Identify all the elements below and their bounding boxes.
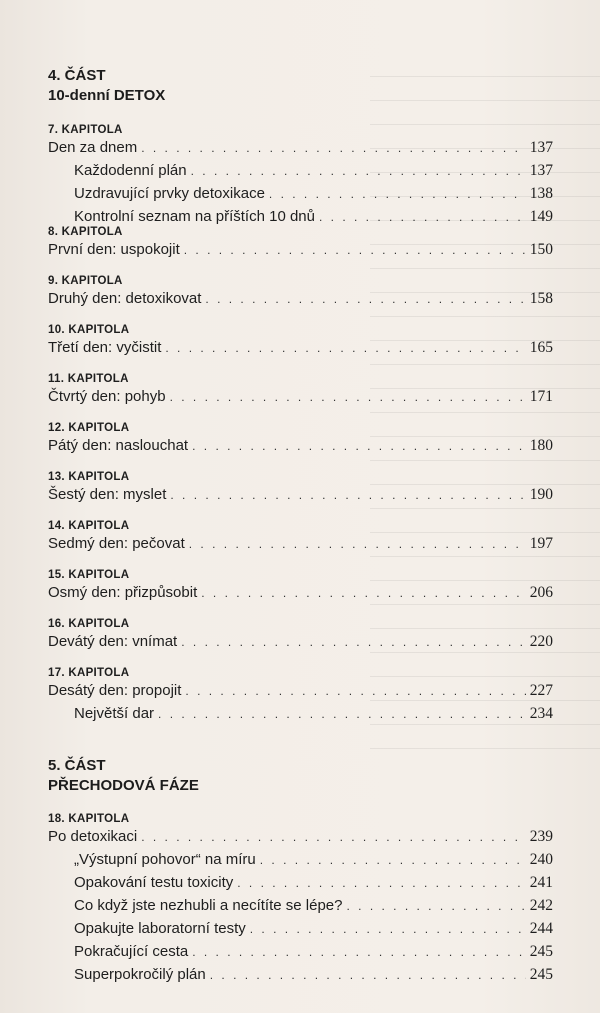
- entry-title: „Výstupní pohovor“ na míru: [74, 851, 256, 868]
- dot-leader: [158, 704, 526, 724]
- entry-title: Pátý den: naslouchat: [48, 437, 189, 454]
- chapter-label: 10. KAPITOLA: [48, 324, 130, 336]
- entry-title: Superpokročilý plán: [74, 966, 206, 983]
- entry-title: Šestý den: myslet: [48, 486, 167, 503]
- dot-leader: [141, 138, 526, 158]
- page-number: 165: [529, 339, 553, 356]
- section-entry: [74, 850, 553, 870]
- dot-leader: [185, 681, 525, 701]
- chapter-entry: [48, 534, 553, 554]
- entry-title: Devátý den: vnímat: [48, 633, 178, 650]
- page-number: 138: [529, 185, 553, 202]
- section-entry: [74, 919, 553, 939]
- dot-leader: [181, 632, 526, 652]
- entry-title: Desátý den: propojit: [48, 682, 182, 699]
- page-number: 150: [529, 241, 553, 258]
- section-entry: [74, 207, 553, 227]
- chapter-label: 15. KAPITOLA: [48, 569, 130, 581]
- part-label: 5. ČÁST: [48, 757, 106, 774]
- chapter-entry: [48, 338, 553, 358]
- chapter-entry: [48, 387, 553, 407]
- entry-title: Uzdravující prvky detoxikace: [74, 185, 265, 202]
- chapter-label: 14. KAPITOLA: [48, 520, 130, 532]
- entry-title: Sedmý den: pečovat: [48, 535, 185, 552]
- dot-leader: [205, 289, 525, 309]
- page-number: 227: [529, 682, 553, 699]
- part-title: 10-denní DETOX: [48, 87, 166, 104]
- dot-leader: [237, 873, 526, 893]
- chapter-label: 13. KAPITOLA: [48, 471, 130, 483]
- entry-title: Po detoxikaci: [48, 828, 138, 845]
- page-number: 240: [529, 851, 553, 868]
- chapter-entry: [48, 240, 553, 260]
- chapter-entry: [48, 289, 553, 309]
- section-entry: [74, 942, 553, 962]
- dot-leader: [184, 240, 526, 260]
- section-entry: [74, 896, 553, 916]
- section-entry: [74, 161, 553, 181]
- chapter-label: 12. KAPITOLA: [48, 422, 130, 434]
- entry-title: Druhý den: detoxikovat: [48, 290, 202, 307]
- entry-title: Čtvrtý den: pohyb: [48, 388, 166, 405]
- section-entry: [74, 184, 553, 204]
- dot-leader: [170, 485, 525, 505]
- page-number: 242: [529, 897, 553, 914]
- entry-title: Co když jste nezhubli a necítíte se lépe?: [74, 897, 343, 914]
- chapter-entry: [48, 485, 553, 505]
- dot-leader: [165, 338, 525, 358]
- page-number: 149: [529, 208, 553, 225]
- dot-leader: [269, 184, 526, 204]
- entry-title: Opakujte laboratorní testy: [74, 920, 246, 937]
- section-entry: [74, 873, 553, 893]
- chapter-entry: [48, 583, 553, 603]
- dot-leader: [319, 207, 526, 227]
- dot-leader: [250, 919, 526, 939]
- page-number: 245: [529, 943, 553, 960]
- page-number: 239: [529, 828, 553, 845]
- entry-title: Třetí den: vyčistit: [48, 339, 162, 356]
- section-entry: [74, 704, 553, 724]
- entry-title: Den za dnem: [48, 139, 138, 156]
- section-entry: [74, 965, 553, 985]
- entry-title: Kontrolní seznam na příštích 10 dnů: [74, 208, 315, 225]
- entry-title: První den: uspokojit: [48, 241, 180, 258]
- chapter-label: 11. KAPITOLA: [48, 373, 129, 385]
- dot-leader: [191, 161, 526, 181]
- part-label: 4. ČÁST: [48, 67, 106, 84]
- chapter-label: 17. KAPITOLA: [48, 667, 130, 679]
- page-number: 241: [529, 874, 553, 891]
- page-number: 158: [529, 290, 553, 307]
- entry-title: Pokračující cesta: [74, 943, 189, 960]
- chapter-entry: [48, 138, 553, 158]
- entry-title: Opakování testu toxicity: [74, 874, 234, 891]
- chapter-entry: [48, 436, 553, 456]
- chapter-label: 8. KAPITOLA: [48, 226, 123, 238]
- chapter-label: 7. KAPITOLA: [48, 124, 123, 136]
- chapter-entry: [48, 681, 553, 701]
- entry-title: Osmý den: přizpůsobit: [48, 584, 198, 601]
- part-title: PŘECHODOVÁ FÁZE: [48, 777, 199, 794]
- chapter-label: 9. KAPITOLA: [48, 275, 123, 287]
- page-number: 245: [529, 966, 553, 983]
- dot-leader: [189, 534, 526, 554]
- chapter-label: 16. KAPITOLA: [48, 618, 130, 630]
- page-number: 190: [529, 486, 553, 503]
- chapter-entry: [48, 827, 553, 847]
- dot-leader: [347, 896, 526, 916]
- entry-title: Každodenní plán: [74, 162, 187, 179]
- page-number: 137: [529, 162, 553, 179]
- chapter-entry: [48, 632, 553, 652]
- page-number: 137: [529, 139, 553, 156]
- dot-leader: [141, 827, 526, 847]
- chapter-label: 18. KAPITOLA: [48, 813, 130, 825]
- dot-leader: [192, 436, 526, 456]
- page-number: 197: [529, 535, 553, 552]
- dot-leader: [192, 942, 526, 962]
- dot-leader: [210, 965, 526, 985]
- dot-leader: [170, 387, 526, 407]
- entry-title: Největší dar: [74, 705, 155, 722]
- page-number: 206: [529, 584, 553, 601]
- dot-leader: [260, 850, 526, 870]
- page-number: 244: [529, 920, 553, 937]
- page-number: 234: [529, 705, 553, 722]
- page-number: 220: [529, 633, 553, 650]
- page-number: 171: [529, 388, 553, 405]
- dot-leader: [201, 583, 526, 603]
- page-number: 180: [529, 437, 553, 454]
